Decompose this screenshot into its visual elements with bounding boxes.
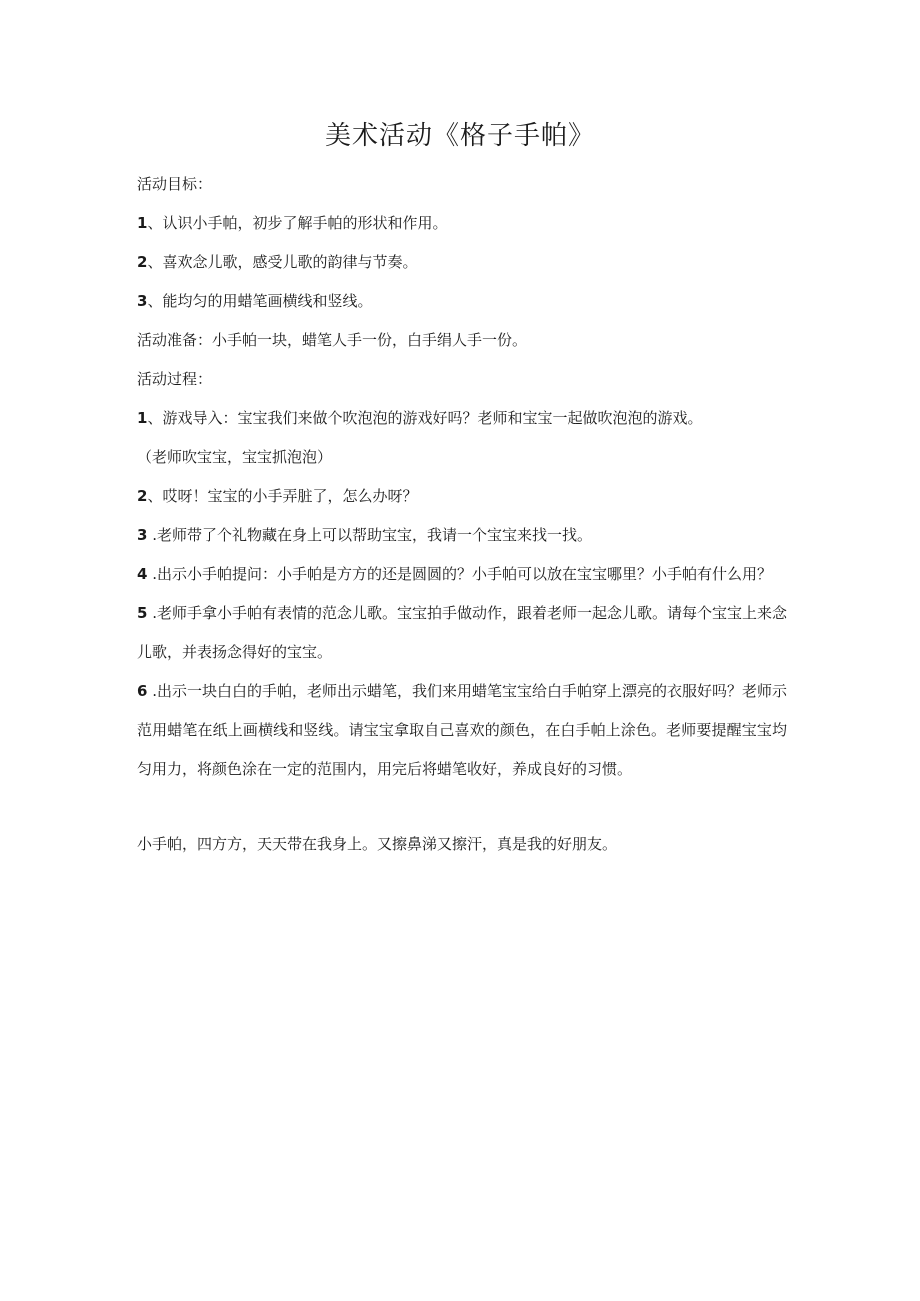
preparation-text: 活动准备：小手帕一块，蜡笔人手一份，白手绢人手一份。 [137, 331, 528, 349]
step-number: 2 [137, 487, 148, 505]
step-item-1-note [137, 438, 787, 477]
document-title: 美术活动《格子手帕》 [324, 121, 595, 151]
process-heading: 活动过程： [137, 370, 213, 388]
goal-item-1 [137, 204, 787, 243]
goal-item-3 [137, 282, 787, 321]
goal-item-2 [137, 243, 787, 282]
goal-number: 3 [137, 292, 148, 310]
step-text: .老师带了个礼物藏在身上可以帮助宝宝，我请一个宝宝来找一找。 [147, 526, 592, 544]
step-item-1 [137, 399, 787, 438]
goal-text: 、认识小手帕，初步了解手帕的形状和作用。 [147, 214, 448, 232]
step-item-4 [137, 555, 787, 594]
step-text: .出示一块白白的手帕，老师出示蜡笔，我们来用蜡笔宝宝给白手帕穿上漂亮的衣服好吗？老师示范用蜡笔在纸上画横线和竖线。请宝宝拿取自己喜欢的颜色，在白手帕上涂色。老师要提醒宝宝均匀用力，将颜色涂在一定的范围内，用完后将蜡笔收好，养成良好的习惯。 [137, 682, 787, 778]
document-body [137, 165, 787, 864]
step-number: 1 [137, 409, 148, 427]
step-item-6 [137, 672, 787, 789]
step-number: 4 [137, 565, 148, 583]
step-number: 3 [137, 526, 148, 544]
goal-text: 、喜欢念儿歌，感受儿歌的韵律与节奏。 [147, 253, 418, 271]
goal-number: 2 [137, 253, 148, 271]
step-text: 、游戏导入：宝宝我们来做个吹泡泡的游戏好吗？老师和宝宝一起做吹泡泡的游戏。 [147, 409, 703, 427]
paragraph-spacer [137, 789, 787, 825]
step-text: .出示小手帕提问：小手帕是方方的还是圆圆的？小手帕可以放在宝宝哪里？小手帕有什么用？ [147, 565, 772, 583]
goals-heading: 活动目标： [137, 175, 213, 193]
rhyme-text: 小手帕，四方方，天天带在我身上。又擦鼻涕又擦汗，真是我的好朋友。 [137, 835, 618, 853]
step-item-3 [137, 516, 787, 555]
step-item-5 [137, 594, 787, 672]
goal-text: 、能均匀的用蜡笔画横线和竖线。 [147, 292, 373, 310]
step-note-text: （老师吹宝宝，宝宝抓泡泡） [137, 448, 333, 466]
step-text: 、哎呀！宝宝的小手弄脏了，怎么办呀？ [147, 487, 418, 505]
step-number: 6 [137, 682, 148, 700]
step-item-2 [137, 477, 787, 516]
goal-number: 1 [137, 214, 148, 232]
step-text: .老师手拿小手帕有表情的范念儿歌。宝宝拍手做动作，跟着老师一起念儿歌。请每个宝宝上来念儿歌，并表扬念得好的宝宝。 [137, 604, 787, 661]
step-number: 5 [137, 604, 148, 622]
